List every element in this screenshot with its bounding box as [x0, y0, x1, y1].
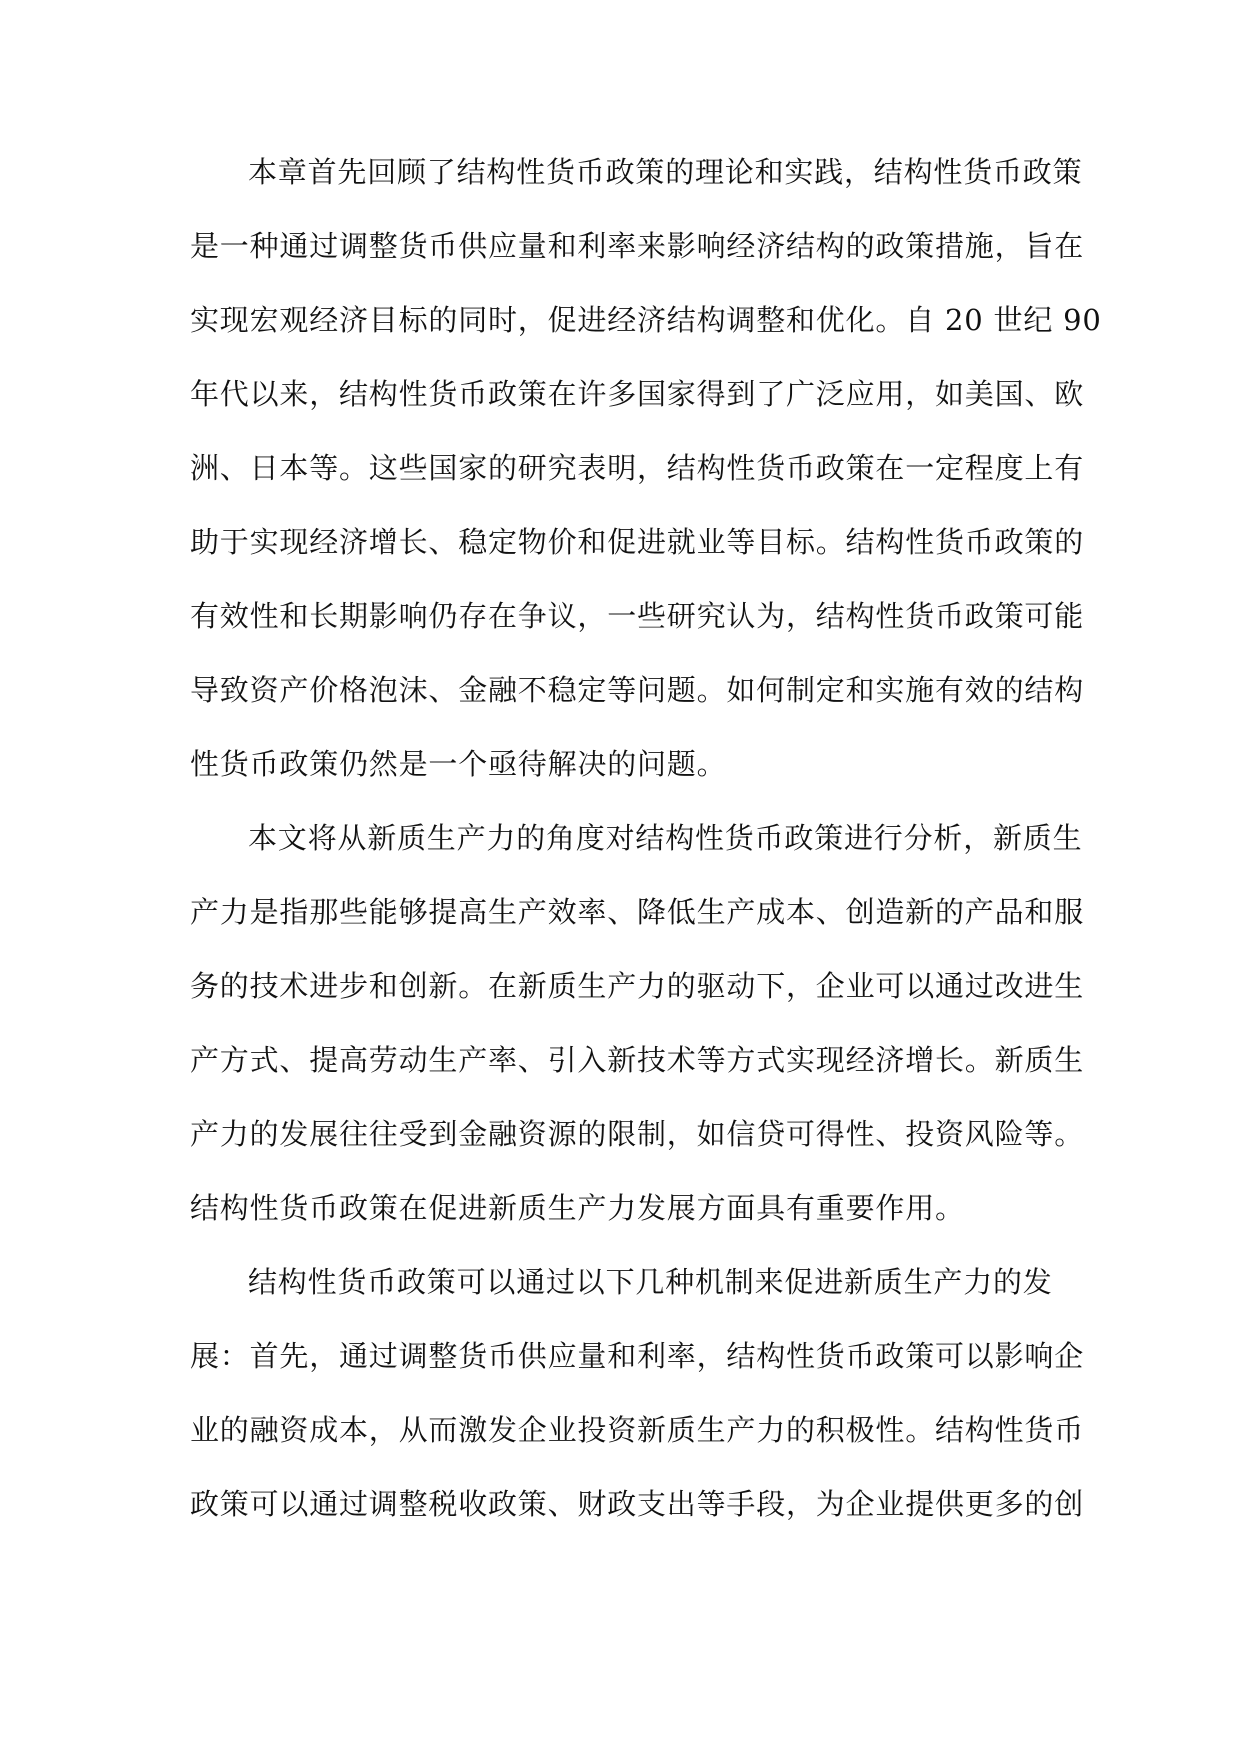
paragraph-line: 助于实现经济增长、稳定物价和促进就业等目标。结构性货币政策的: [190, 525, 1085, 559]
paragraph-line: 导致资产价格泡沫、金融不稳定等问题。如何制定和实施有效的结构: [190, 673, 1085, 707]
paragraph-2: [190, 808, 1085, 1252]
paragraph-line: 有效性和长期影响仍存在争议，一些研究认为，结构性货币政策可能: [190, 599, 1085, 633]
paragraph-line: 洲、日本等。这些国家的研究表明，结构性货币政策在一定程度上有: [190, 451, 1085, 485]
paragraph-line: 性货币政策仍然是一个亟待解决的问题。: [190, 747, 727, 781]
paragraph-3: [190, 1252, 1085, 1548]
paragraph-line: 是一种通过调整货币供应量和利率来影响经济结构的政策措施，旨在: [190, 229, 1085, 263]
paragraph-line: 产力的发展往往受到金融资源的限制，如信贷可得性、投资风险等。: [190, 1117, 1085, 1151]
paragraph-line: 产力是指那些能够提高生产效率、降低生产成本、创造新的产品和服: [190, 895, 1085, 929]
paragraph-line: 务的技术进步和创新。在新质生产力的驱动下，企业可以通过改进生: [190, 969, 1085, 1003]
paragraph-line: 本文将从新质生产力的角度对结构性货币政策进行分析，新质生: [248, 821, 1083, 855]
document-body: [190, 142, 1102, 1548]
paragraph-1: [190, 142, 1102, 808]
paragraph-line: 产方式、提高劳动生产率、引入新技术等方式实现经济增长。新质生: [190, 1043, 1085, 1077]
paragraph-line: 年代以来，结构性货币政策在许多国家得到了广泛应用，如美国、欧: [190, 377, 1085, 411]
paragraph-line: 政策可以通过调整税收政策、财政支出等手段，为企业提供更多的创: [190, 1487, 1085, 1521]
paragraph-line: 结构性货币政策可以通过以下几种机制来促进新质生产力的发: [248, 1265, 1053, 1299]
paragraph-line: 展：首先，通过调整货币供应量和利率，结构性货币政策可以影响企: [190, 1339, 1085, 1373]
paragraph-line: 本章首先回顾了结构性货币政策的理论和实践，结构性货币政策: [248, 155, 1083, 189]
paragraph-line: 结构性货币政策在促进新质生产力发展方面具有重要作用。: [190, 1191, 965, 1225]
paragraph-line: 实现宏观经济目标的同时，促进经济结构调整和优化。自 20 世纪 90: [190, 303, 1102, 337]
paragraph-line: 业的融资成本，从而激发企业投资新质生产力的积极性。结构性货币: [190, 1413, 1085, 1447]
